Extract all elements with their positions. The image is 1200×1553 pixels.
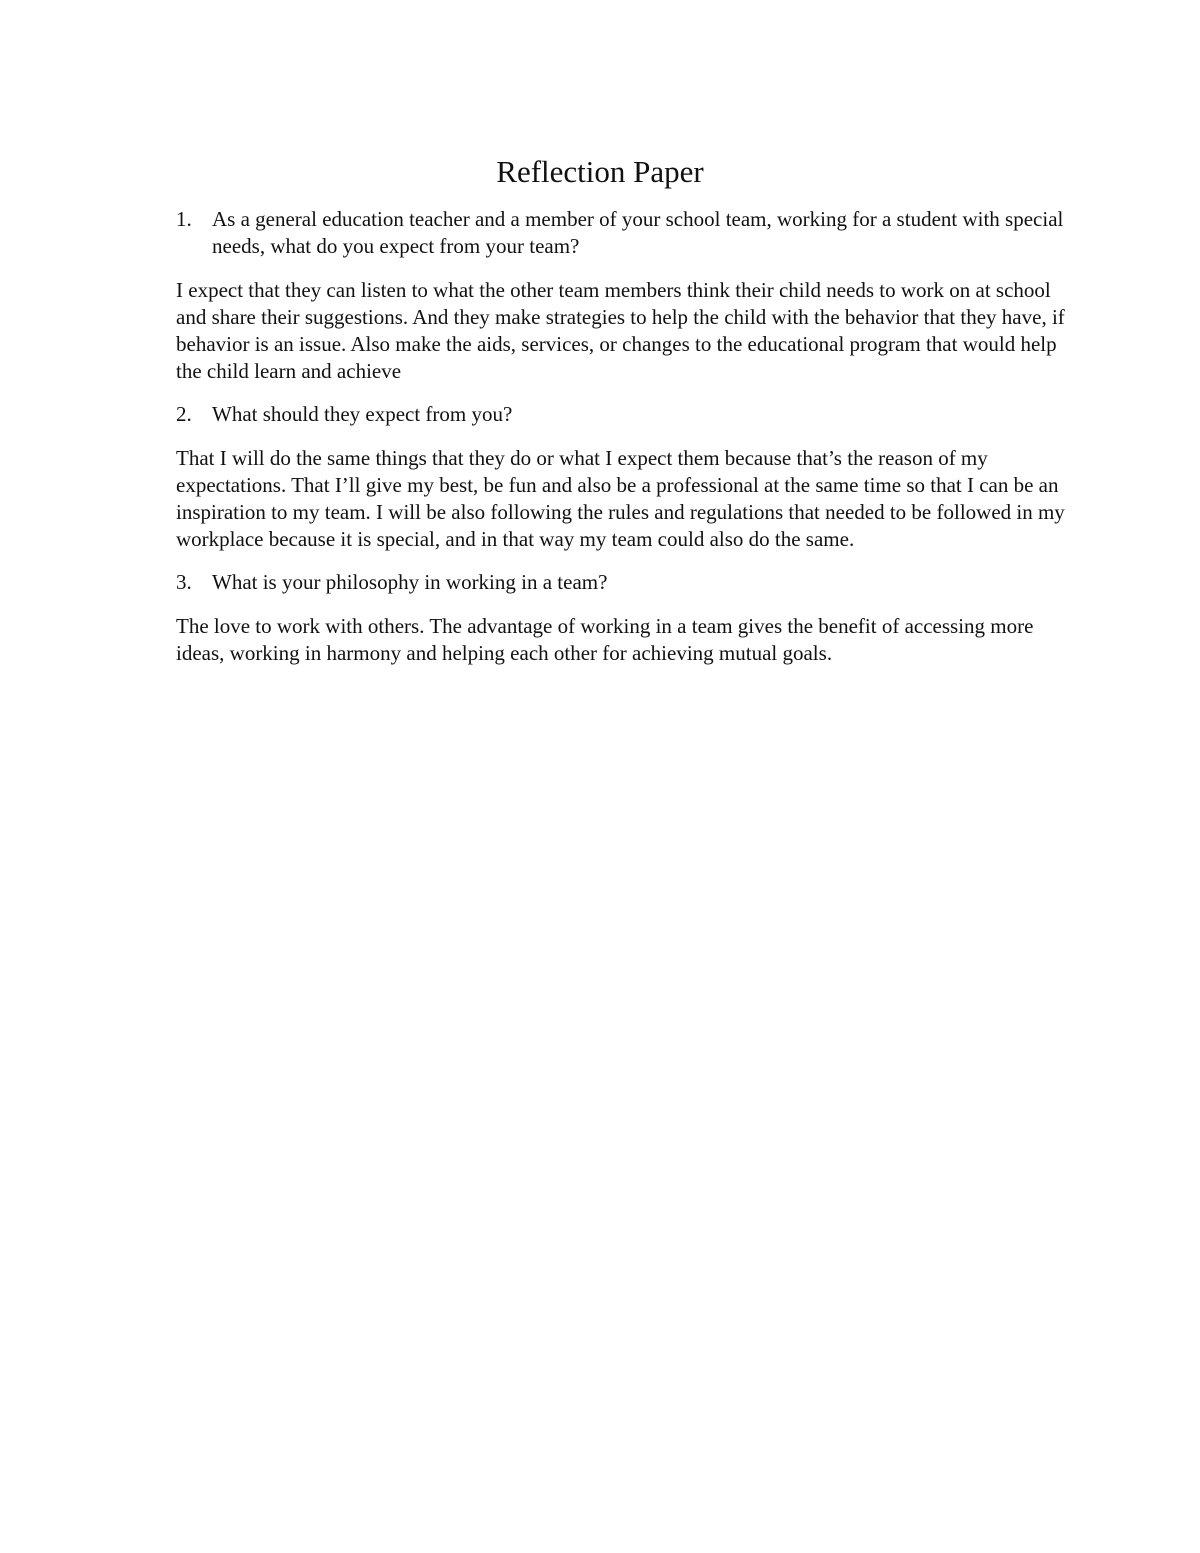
- question-3: [176, 569, 1076, 596]
- page-title: Reflection Paper: [496, 154, 704, 189]
- answer-3: The love to work with others. The advantage of working in a team gives the benefit of accessing more ideas, working in harmony and helping each other for achieving mutual goals.: [176, 614, 1034, 665]
- question-number: 2.: [176, 402, 192, 426]
- answer-2: That I will do the same things that they do or what I expect them because that’s the reason of my expectations. That I’ll give my best, be fun and also be a professional at the same time so that I can be an inspiration to my team. I will be also following the rules and regulations that needed to be followed in my workplace because it is special, and in that way my team could also do the same.: [176, 446, 1065, 551]
- question-text: What should they expect from you?: [212, 402, 513, 426]
- question-text: As a general education teacher and a member of your school team, working for a student with special needs, what do you expect from your team?: [212, 207, 1064, 258]
- question-text: What is your philosophy in working in a team?: [212, 570, 608, 594]
- question-number: 3.: [176, 570, 192, 594]
- document-body: [176, 206, 1076, 667]
- question-1: [176, 206, 1076, 260]
- question-number: 1.: [176, 207, 192, 231]
- answer-1: I expect that they can listen to what the other team members think their child needs to work on at school and share their suggestions. And they make strategies to help the child with the behavior that they have, if behavior is an issue. Also make the aids, services, or changes to the educational program that would help the child learn and achieve: [176, 278, 1065, 383]
- question-2: [176, 401, 1076, 428]
